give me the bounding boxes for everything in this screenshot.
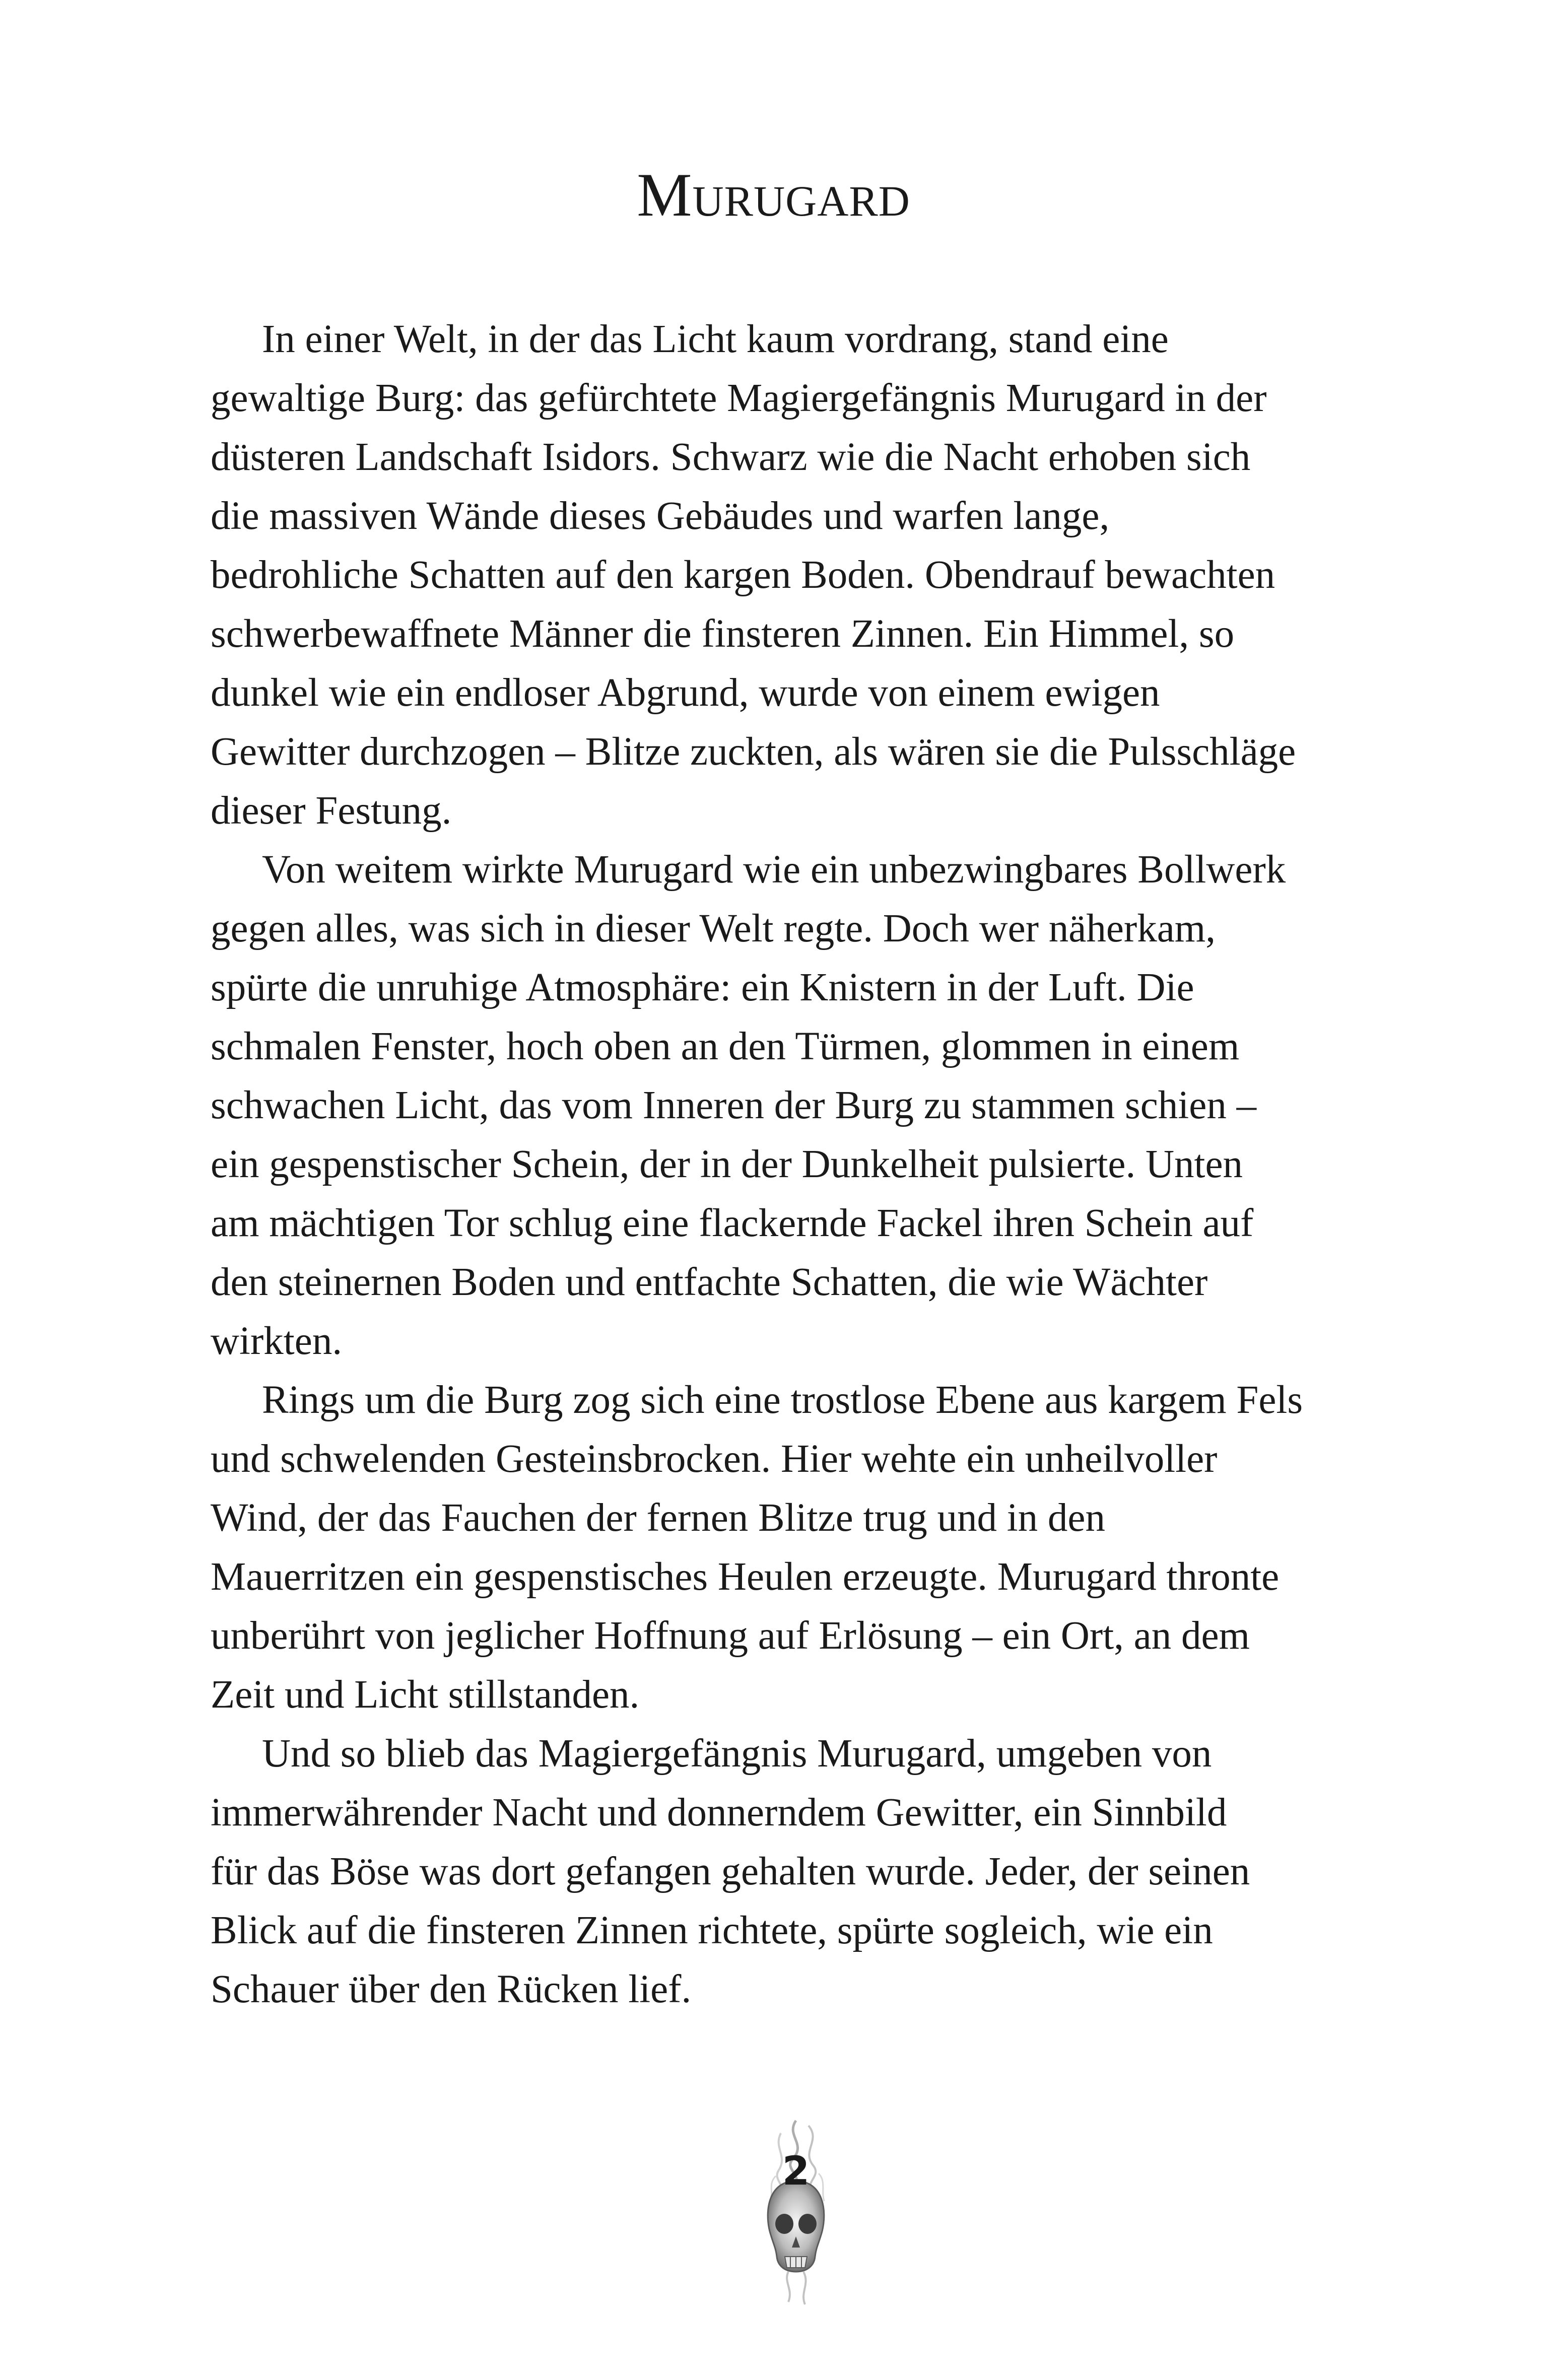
text-line: Zeit und Licht stillstanden. — [211, 1673, 640, 1717]
text-line: dunkel wie ein endloser Abgrund, wurde von einem ewigen — [211, 671, 1160, 715]
text-line: den steinernen Boden und entfachte Schatten, die wie Wächter — [211, 1260, 1208, 1304]
chapter-body — [211, 310, 1337, 2019]
skull-flame-icon — [746, 2116, 846, 2307]
text-line: Wind, der das Fauchen der fernen Blitze trug und in den — [211, 1496, 1105, 1540]
text-line: ein gespenstischer Schein, der in der Dunkelheit pulsierte. Unten — [211, 1142, 1243, 1186]
text-line: unberührt von jeglicher Hoffnung auf Erlösung – ein Ort, an dem — [211, 1614, 1250, 1658]
text-line: dieser Festung. — [211, 789, 452, 833]
text-line: für das Böse was dort gefangen gehalten wurde. Jeder, der seinen — [211, 1850, 1250, 1893]
text-line: Schauer über den Rücken lief. — [211, 1967, 692, 2011]
text-line: Mauerritzen ein gespenstisches Heulen erzeugte. Murugard thronte — [211, 1555, 1280, 1599]
text-line: spürte die unruhige Atmosphäre: ein Knistern in der Luft. Die — [211, 966, 1194, 1009]
text-line: gewaltige Burg: das gefürchtete Magiergefängnis Murugard in der — [211, 376, 1267, 420]
text-line: am mächtigen Tor schlug eine flackernde Fackel ihren Schein auf — [211, 1201, 1254, 1245]
text-line: düsteren Landschaft Isidors. Schwarz wie die Nacht erhoben sich — [211, 435, 1251, 479]
text-line: In einer Welt, in der das Licht kaum vordrang, stand eine — [262, 317, 1169, 361]
chapter-title: Murugard — [637, 160, 910, 229]
paragraph-4 — [211, 1724, 1337, 2019]
page-number: 2 — [782, 2149, 810, 2194]
text-line: immerwährender Nacht und donnerndem Gewitter, ein Sinnbild — [211, 1791, 1227, 1834]
text-line: schwachen Licht, das vom Inneren der Burg zu stammen schien – — [211, 1083, 1257, 1127]
text-line: bedrohliche Schatten auf den kargen Boden. Obendrauf bewachten — [211, 553, 1275, 597]
paragraph-3 — [211, 1371, 1337, 1724]
text-line: gegen alles, was sich in dieser Welt regte. Doch wer näherkam, — [211, 907, 1216, 950]
text-line: die massiven Wände dieses Gebäudes und warfen lange, — [211, 494, 1110, 538]
text-line: Blick auf die finsteren Zinnen richtete, spürte sogleich, wie ein — [211, 1909, 1213, 1952]
text-line: Und so blieb das Magiergefängnis Murugard, umgeben von — [262, 1732, 1212, 1776]
text-line: und schwelenden Gesteinsbrocken. Hier wehte ein unheilvoller — [211, 1437, 1218, 1481]
text-line: Von weitem wirkte Murugard wie ein unbezwingbares Bollwerk — [262, 848, 1286, 892]
text-line: Rings um die Burg zog sich eine trostlose Ebene aus kargem Fels — [262, 1378, 1303, 1422]
paragraph-1 — [211, 310, 1337, 840]
paragraph-2 — [211, 840, 1337, 1371]
text-line: schwerbewaffnete Männer die finsteren Zinnen. Ein Himmel, so — [211, 612, 1235, 656]
text-line: Gewitter durchzogen – Blitze zuckten, als wären sie die Pulsschläge — [211, 730, 1296, 774]
text-line: wirkten. — [211, 1319, 343, 1363]
text-line: schmalen Fenster, hoch oben an den Türmen, glommen in einem — [211, 1025, 1240, 1068]
